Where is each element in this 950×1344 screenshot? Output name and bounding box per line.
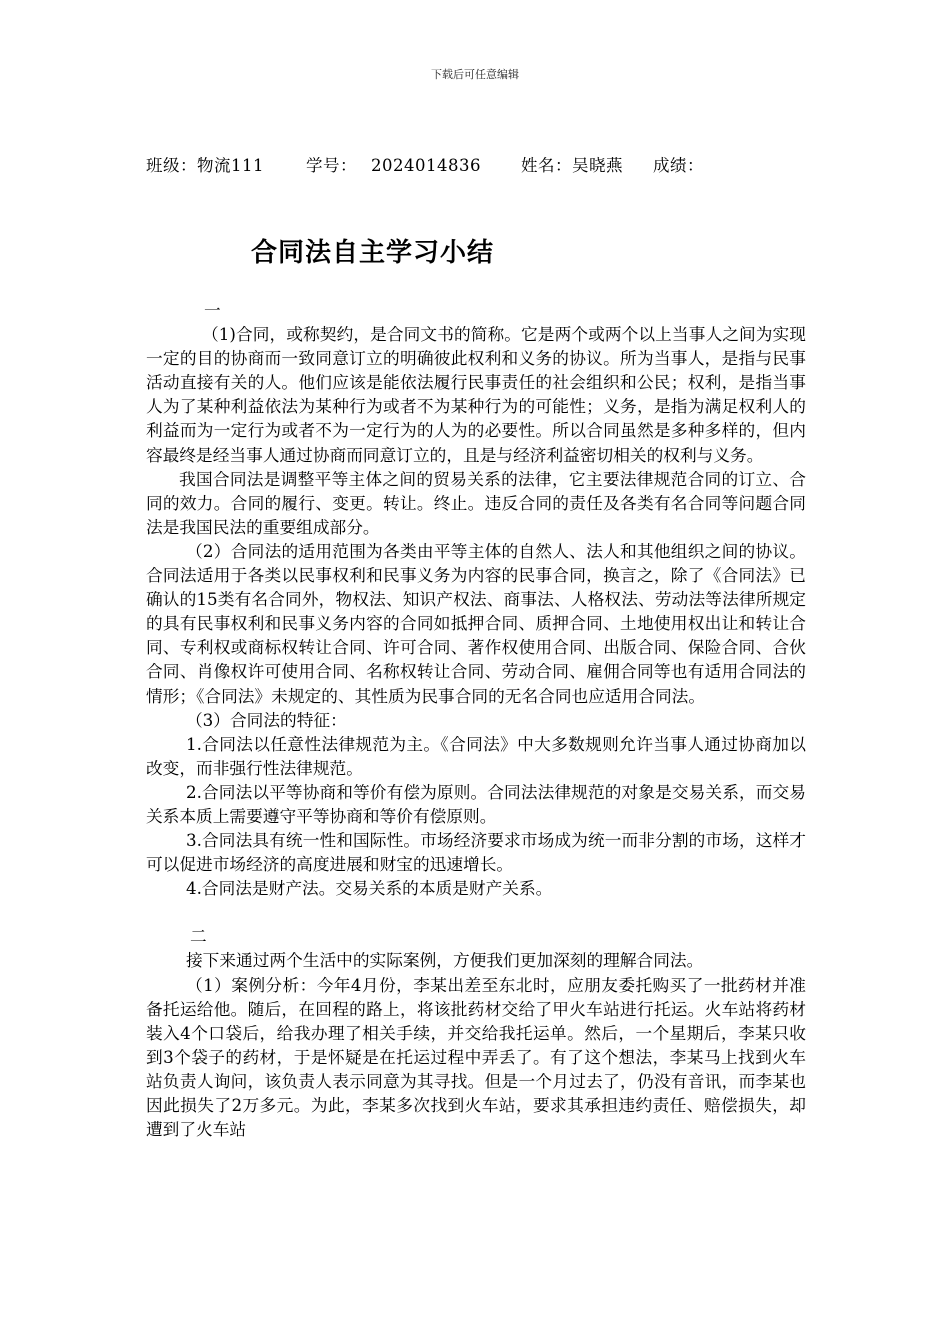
- list-item: 4.合同法是财产法。交易关系的本质是财产关系。: [186, 878, 553, 899]
- student-info-line: [146, 152, 704, 176]
- header-note: 下载后可任意编辑: [431, 68, 519, 81]
- list-item: 3.合同法具有统一性和国际性。市场经济要求市场成为统一而非分割的市场，这样才可以促进市场经济的高度进展和财宝的迅速增长。: [146, 830, 806, 875]
- class-label: 班级：: [146, 156, 197, 175]
- student-id-value: 2024014836: [371, 156, 481, 175]
- section-2-heading: 二: [190, 926, 207, 947]
- list-item: 1.合同法以任意性法律规范为主。《合同法》中大多数规则允许当事人通过协商加以改变，而非强行性法律规范。: [146, 733, 806, 778]
- name-label: 姓名：: [520, 156, 572, 175]
- class-value: 物流111: [197, 156, 264, 175]
- paragraph: （3）合同法的特征：: [186, 709, 347, 730]
- paragraph: （1)合同，或称契约，是合同文书的简称。它是两个或两个以上当事人之间为实现一定的目的协商而一致同意订立的明确彼此权利和义务的协议。所为当事人，是指与民事活动直接有关的人。他们应该是能依法履行民事责任的社会组织和公民；权利，是指当事人为了某种利益依法为某种行为或者不为某种行为的可能性；义务，是指为满足权利人的利益而为一定行为或者不为一定行为的人为的必要性。所以合同虽然是多种多样的，但内容最终是经当事人通过协商而同意订立的，且是与经济利益密切相关的权利与义务。: [146, 324, 806, 465]
- paragraph: 我国合同法是调整平等主体之间的贸易关系的法律，它主要法律规范合同的订立、合同的效力。合同的履行、变更。转让。终止。违反合同的责任及各类有名合同等问题合同法是我国民法的重要组成部分。: [146, 468, 806, 537]
- student-id-label: 学号：: [306, 156, 357, 175]
- paragraph: 接下来通过两个生活中的实际案例，方便我们更加深刻的理解合同法。: [186, 950, 704, 971]
- list-item: 2.合同法以平等协商和等价有偿为原则。合同法法律规范的对象是交易关系，而交易关系本质上需要遵守平等协商和等价有偿原则。: [146, 781, 806, 826]
- score-label: 成绩：: [652, 156, 704, 175]
- document-body: [146, 298, 806, 1141]
- paragraph: （2）合同法的适用范围为各类由平等主体的自然人、法人和其他组织之间的协议。合同法适用于各类以民事权利和民事义务为内容的民事合同，换言之，除了《合同法》已确认的15类有名合同外，物权法、知识产权法、商事法、人格权法、劳动法等法律所规定的具有民事权利和民事义务内容的合同如抵押合同、质押合同、土地使用权出让和转让合同、专利权或商标权转让合同、许可合同、著作权使用合同、出版合同、保险合同、合伙合同、肖像权许可使用合同、名称权转让合同、劳动合同、雇佣合同等也有适用合同法的情形；《合同法》未规定的、其性质为民事合同的无名合同也应适用合同法。: [146, 540, 806, 706]
- name-value: 吴晓燕: [571, 156, 623, 175]
- paragraph: （1）案例分析：今年4月份，李某出差至东北时，应朋友委托购买了一批药材并准备托运给他。随后，在回程的路上，将该批药材交给了甲火车站进行托运。火车站将药材装入4个口袋后，给我办理了相关手续，并交给我托运单。然后，一个星期后，李某只收到3个袋子的药材，于是怀疑是在托运过程中弄丢了。有了这个想法，李某马上找到火车站负责人询问，该负责人表示同意为其寻找。但是一个月过去了，仍没有音讯，而李某也因此损失了2万多元。为此，李某多次找到火车站，要求其承担违约责任、赔偿损失，却遭到了火车站: [146, 974, 806, 1140]
- document-title: 合同法自主学习小结: [251, 238, 495, 268]
- section-1-heading: 一: [204, 300, 221, 320]
- spacer: [146, 900, 806, 924]
